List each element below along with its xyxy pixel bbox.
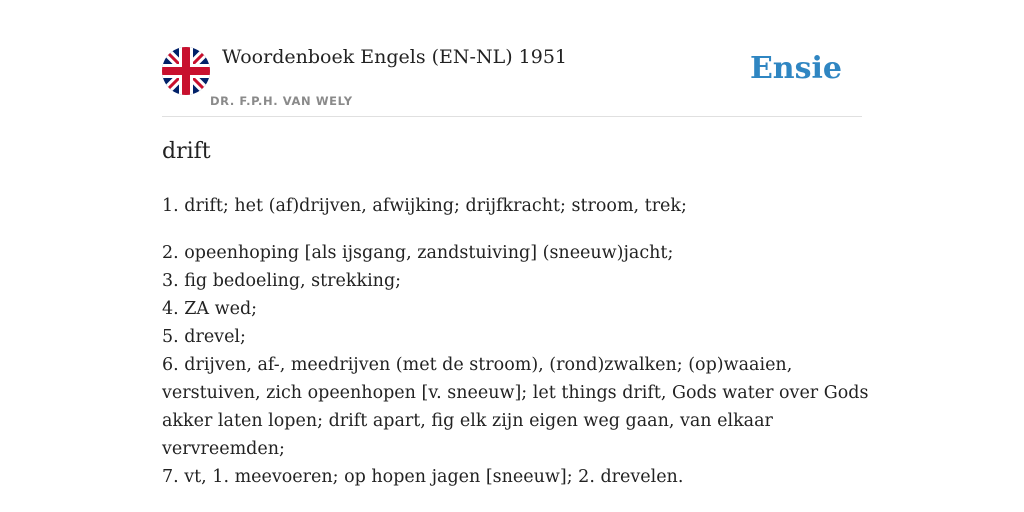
definition-item: 1. drift; het (af)drijven, afwijking; drijfkracht; stroom, trek; — [162, 196, 687, 216]
dictionary-author: DR. F.P.H. VAN WELY — [210, 94, 353, 108]
definition-list — [162, 192, 882, 491]
definition-item: 2. opeenhoping [als ijsgang, zandstuiving] (sneeuw)jacht; — [162, 243, 674, 263]
definition-item: 5. drevel; — [162, 327, 246, 347]
headword: drift — [162, 139, 211, 164]
uk-flag-icon — [162, 47, 210, 95]
definition-item: 7. vt, 1. meevoeren; op hopen jagen [sneeuw]; 2. drevelen. — [162, 467, 684, 487]
dictionary-title[interactable]: Woordenboek Engels (EN-NL) 1951 — [222, 46, 567, 68]
ensie-logo[interactable]: Ensie — [749, 51, 842, 86]
definition-item: 6. drijven, af-, meedrijven (met de stroom), (rond)zwalken; (op)waaien, verstuiven, zich opeenhopen [v. sneeuw]; let things drift, Gods water over Gods akker laten lopen; drift apart, fig elk zijn eigen weg gaan, van elkaar vervreemden; — [162, 355, 869, 459]
definition-item: 3. fig bedoeling, strekking; — [162, 271, 402, 291]
dictionary-header — [162, 44, 862, 117]
definition-item: 4. ZA wed; — [162, 299, 258, 319]
